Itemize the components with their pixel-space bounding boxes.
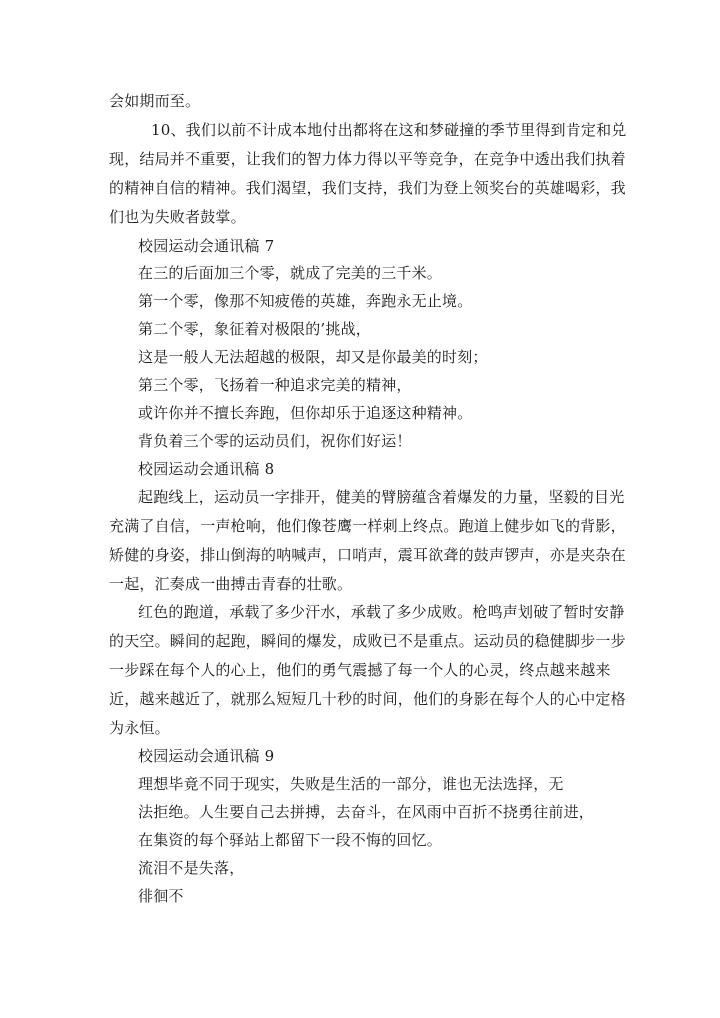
paragraph-line: 法拒绝。人生要自己去拼搏，去奋斗，在风雨中百折不挠勇往前进， — [138, 803, 595, 821]
paragraph-line: 一起，汇奏成一曲搏击青春的壮歌。 — [109, 575, 353, 593]
paragraph-line: 们也为失败者鼓掌。 — [109, 208, 246, 226]
paragraph-line: 徘徊不 — [138, 887, 184, 905]
section-heading: 校园运动会通讯稿 7 — [138, 237, 275, 255]
paragraph-line: 矫健的身姿，排山倒海的呐喊声，口哨声，震耳欲聋的鼓声锣声，亦是夹杂在 — [109, 546, 626, 564]
paragraph-line: 第一个零，像那不知疲倦的英雄，奔跑永无止境。 — [138, 292, 473, 310]
paragraph-line: 一步踩在每个人的心上，他们的勇气震撼了每一个人的心灵，终点越来越来 — [109, 661, 611, 679]
section-heading: 校园运动会通讯稿 8 — [138, 460, 275, 478]
paragraph-line: 流泪不是失落， — [138, 859, 245, 877]
paragraph-line: 的天空。瞬间的起跑，瞬间的爆发，成败已不是重点。运动员的稳健脚步一步 — [109, 632, 626, 650]
paragraph-line: 在集资的每个驿站上都留下一段不悔的回忆。 — [138, 831, 443, 849]
paragraph-line: 第二个零，象征着对极限的’挑战， — [138, 320, 371, 338]
paragraph-line: 第三个零，飞扬着一种追求完美的精神， — [138, 376, 412, 394]
paragraph-line: 在三的后面加三个零，就成了完美的三千米。 — [138, 264, 443, 282]
paragraph-line: 的精神自信的精神。我们渴望，我们支持，我们为登上领奖台的英雄喝彩，我 — [109, 179, 626, 197]
paragraph-line: 充满了自信，一声枪响，他们像苍鹰一样刺上终点。跑道上健步如飞的背影， — [109, 517, 626, 535]
paragraph-line: 现，结局并不重要，让我们的智力体力得以平等竞争，在竞争中透出我们执着 — [109, 150, 626, 168]
paragraph-line: 或许你并不擅长奔跑，但你却乐于追逐这种精神。 — [138, 404, 473, 422]
paragraph-line: 会如期而至。 — [109, 92, 201, 110]
paragraph-line: 红色的跑道，承载了多少汗水，承载了多少成败。枪鸣声划破了暂时安静 — [138, 603, 625, 621]
section-heading: 校园运动会通讯稿 9 — [138, 747, 275, 765]
paragraph-line: 10、我们以前不计成本地付出都将在这和梦碰撞的季节里得到肯定和兑 — [151, 121, 627, 139]
paragraph-line: 起跑线上，运动员一字排开，健美的臂膀蕴含着爆发的力量，坚毅的目光 — [138, 488, 625, 506]
paragraph-line: 近，越来越近了，就那么短短几十秒的时间，他们的身影在每个人的心中定格 — [109, 690, 626, 708]
paragraph-line: 为永恒。 — [109, 719, 170, 737]
paragraph-line: 理想毕竟不同于现实，失败是生活的一部分，谁也无法选择，无 — [138, 775, 564, 793]
paragraph-line: 这是一般人无法超越的极限，却又是你最美的时刻； — [138, 348, 488, 366]
paragraph-line: 背负着三个零的运动员们，祝你们好运！ — [138, 432, 412, 450]
